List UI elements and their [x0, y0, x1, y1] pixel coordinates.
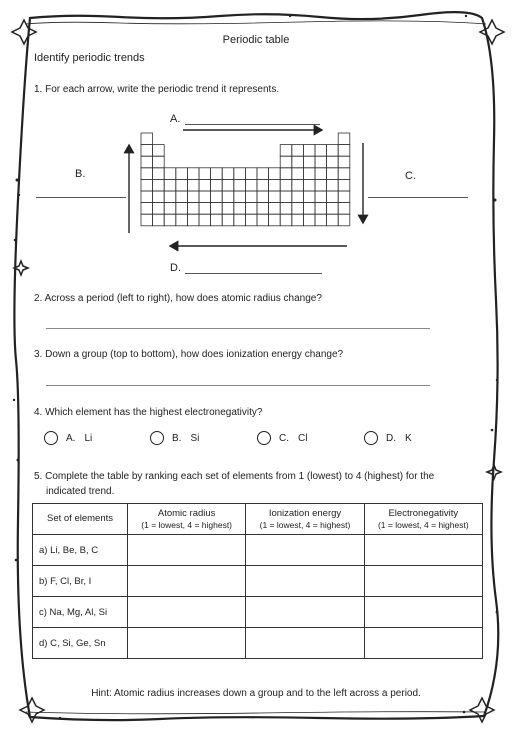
periodic-table-diagram [0, 0, 512, 300]
answer-cell[interactable] [246, 535, 364, 566]
periodic-table-cell [234, 203, 246, 215]
row-label: a) Li, Be, B, C [33, 535, 128, 566]
periodic-table-cell [199, 214, 211, 226]
radio-circle-icon[interactable] [150, 431, 164, 445]
periodic-table-cell [269, 203, 281, 215]
table-header-row [33, 504, 483, 535]
periodic-table-cell [315, 214, 327, 226]
periodic-table-cell [315, 203, 327, 215]
periodic-table-cell [245, 168, 257, 180]
periodic-table-cell [141, 179, 153, 191]
answer-cell[interactable] [246, 597, 364, 628]
periodic-table-cell [315, 179, 327, 191]
periodic-table-cell [199, 191, 211, 203]
periodic-table-cell [327, 203, 339, 215]
radio-circle-icon[interactable] [257, 431, 271, 445]
periodic-table-cell [292, 145, 304, 157]
arrow-c-label: C. [405, 170, 416, 182]
option-b[interactable]: B. Si [150, 429, 199, 447]
arrow-c-answer-line[interactable] [368, 197, 468, 198]
periodic-table-cell [141, 203, 153, 215]
periodic-table-cell [280, 145, 292, 157]
periodic-table-cell [327, 191, 339, 203]
periodic-table-cell [164, 203, 176, 215]
periodic-table-cell [257, 214, 269, 226]
periodic-table-cell [303, 179, 315, 191]
periodic-table-cell [222, 203, 234, 215]
periodic-table-grid [141, 133, 350, 226]
periodic-table-cell [234, 168, 246, 180]
hint-text: Hint: Atomic radius increases down a group and to the left across a period. [91, 688, 421, 699]
periodic-table-cell [234, 179, 246, 191]
periodic-table-cell [153, 214, 165, 226]
answer-cell[interactable] [364, 535, 482, 566]
ranking-table [32, 503, 483, 659]
periodic-table-cell [327, 214, 339, 226]
periodic-table-cell [327, 168, 339, 180]
periodic-table-cell [141, 145, 153, 157]
question-5-prompt-line2: indicated trend. [46, 486, 115, 497]
periodic-table-cell [222, 179, 234, 191]
periodic-table-cell [153, 191, 165, 203]
answer-cell[interactable] [364, 566, 482, 597]
arrow-d-label: D. [170, 262, 181, 274]
table-row [33, 566, 483, 597]
periodic-table-cell [222, 191, 234, 203]
periodic-table-cell [176, 203, 188, 215]
periodic-table-cell [303, 203, 315, 215]
periodic-table-cell [245, 191, 257, 203]
arrow-b-label: B. [75, 168, 86, 180]
periodic-table-cell [141, 168, 153, 180]
periodic-table-cell [187, 203, 199, 215]
question-2-prompt: 2. Across a period (left to right), how does atomic radius change? [34, 293, 322, 304]
periodic-table-cell [164, 191, 176, 203]
periodic-table-cell [327, 145, 339, 157]
periodic-table-cell [257, 203, 269, 215]
periodic-table-cell [257, 191, 269, 203]
periodic-table-cell [211, 214, 223, 226]
periodic-table-cell [338, 179, 350, 191]
periodic-table-cell [211, 168, 223, 180]
periodic-table-cell [211, 203, 223, 215]
question-4-prompt: 4. Which element has the highest electronegativity? [34, 407, 263, 418]
periodic-table-cell [199, 179, 211, 191]
periodic-table-cell [234, 214, 246, 226]
periodic-table-cell [315, 191, 327, 203]
periodic-table-cell [303, 145, 315, 157]
periodic-table-cell [280, 179, 292, 191]
answer-cell[interactable] [364, 597, 482, 628]
periodic-table-cell [292, 214, 304, 226]
arrow-a-answer-line[interactable] [185, 124, 320, 125]
periodic-table-cell [338, 191, 350, 203]
periodic-table-cell [327, 156, 339, 168]
periodic-table-cell [176, 191, 188, 203]
question-1-prompt: 1. For each arrow, write the periodic trend it represents. [34, 84, 280, 95]
header-ionization-energy: Ionization energy (1 = lowest, 4 = highest) [246, 504, 364, 535]
arrow-b-answer-line[interactable] [36, 197, 126, 198]
periodic-table-cell [245, 179, 257, 191]
periodic-table-cell [245, 203, 257, 215]
periodic-table-cell [303, 168, 315, 180]
page-title: Periodic table [222, 34, 290, 46]
periodic-table-cell [338, 214, 350, 226]
periodic-table-cell [199, 203, 211, 215]
question-5-prompt-line1: 5. Complete the table by ranking each set of elements from 1 (lowest) to 4 (highest) for the [34, 471, 435, 482]
periodic-table-cell [222, 214, 234, 226]
periodic-table-cell [141, 214, 153, 226]
option-c[interactable]: C. Cl [257, 429, 307, 447]
periodic-table-cell [338, 156, 350, 168]
periodic-table-cell [269, 191, 281, 203]
periodic-table-cell [315, 168, 327, 180]
periodic-table-cell [153, 179, 165, 191]
periodic-table-cell [292, 179, 304, 191]
periodic-table-cell [222, 168, 234, 180]
periodic-table-cell [280, 203, 292, 215]
periodic-table-cell [338, 203, 350, 215]
answer-cell[interactable] [128, 535, 246, 566]
radio-circle-icon[interactable] [364, 431, 378, 445]
periodic-table-cell [164, 168, 176, 180]
periodic-table-cell [292, 203, 304, 215]
row-label: d) C, Si, Ge, Sn [33, 628, 128, 659]
periodic-table-cell [199, 168, 211, 180]
row-label: c) Na, Mg, Al, Si [33, 597, 128, 628]
answer-cell[interactable] [128, 628, 246, 659]
answer-cell[interactable] [364, 628, 482, 659]
periodic-table-cell [303, 156, 315, 168]
option-d[interactable]: D. K [364, 429, 412, 447]
periodic-table-cell [280, 156, 292, 168]
periodic-table-cell [176, 168, 188, 180]
answer-cell[interactable] [246, 628, 364, 659]
periodic-table-cell [257, 168, 269, 180]
periodic-table-cell [141, 191, 153, 203]
answer-cell[interactable] [128, 566, 246, 597]
periodic-table-cell [269, 168, 281, 180]
answer-cell[interactable] [128, 597, 246, 628]
periodic-table-cell [187, 214, 199, 226]
periodic-table-cell [280, 191, 292, 203]
question-3-prompt: 3. Down a group (top to bottom), how does ionization energy change? [34, 349, 344, 360]
periodic-table-cell [338, 145, 350, 157]
periodic-table-cell [141, 156, 153, 168]
periodic-table-cell [269, 214, 281, 226]
periodic-table-cell [315, 156, 327, 168]
periodic-table-cell [176, 179, 188, 191]
radio-circle-icon[interactable] [44, 431, 58, 445]
periodic-table-cell [164, 214, 176, 226]
periodic-table-cell [280, 214, 292, 226]
periodic-table-cell [327, 179, 339, 191]
periodic-table-cell [338, 133, 350, 145]
table-row [33, 628, 483, 659]
periodic-table-cell [257, 179, 269, 191]
option-a[interactable]: A. Li [44, 429, 92, 447]
periodic-table-cell [153, 168, 165, 180]
periodic-table-cell [187, 191, 199, 203]
answer-cell[interactable] [246, 566, 364, 597]
periodic-table-cell [315, 145, 327, 157]
periodic-table-cell [292, 191, 304, 203]
question-2-answer-line[interactable] [46, 328, 430, 329]
header-electronegativity: Electronegativity (1 = lowest, 4 = highest) [364, 504, 482, 535]
arrow-a-label: A. [170, 113, 181, 125]
periodic-table-cell [338, 168, 350, 180]
periodic-table-cell [292, 156, 304, 168]
periodic-table-cell [187, 179, 199, 191]
periodic-table-cell [269, 179, 281, 191]
periodic-table-cell [234, 191, 246, 203]
page-subtitle: Identify periodic trends [34, 52, 145, 64]
arrow-d-answer-line[interactable] [185, 273, 322, 274]
periodic-table-cell [176, 214, 188, 226]
header-atomic-radius: Atomic radius (1 = lowest, 4 = highest) [128, 504, 246, 535]
periodic-table-cell [187, 168, 199, 180]
table-row [33, 535, 483, 566]
periodic-table-cell [303, 191, 315, 203]
periodic-table-cell [211, 191, 223, 203]
periodic-table-cell [153, 156, 165, 168]
periodic-table-cell [164, 179, 176, 191]
periodic-table-cell [245, 214, 257, 226]
periodic-table-cell [303, 214, 315, 226]
periodic-table-cell [211, 179, 223, 191]
periodic-table-cell [153, 203, 165, 215]
periodic-table-cell [153, 145, 165, 157]
periodic-table-cell [141, 133, 153, 145]
question-3-answer-line[interactable] [46, 385, 430, 386]
header-set-of-elements: Set of elements [33, 504, 128, 535]
periodic-table-cell [292, 168, 304, 180]
row-label: b) F, Cl, Br, I [33, 566, 128, 597]
table-row [33, 597, 483, 628]
periodic-table-cell [280, 168, 292, 180]
